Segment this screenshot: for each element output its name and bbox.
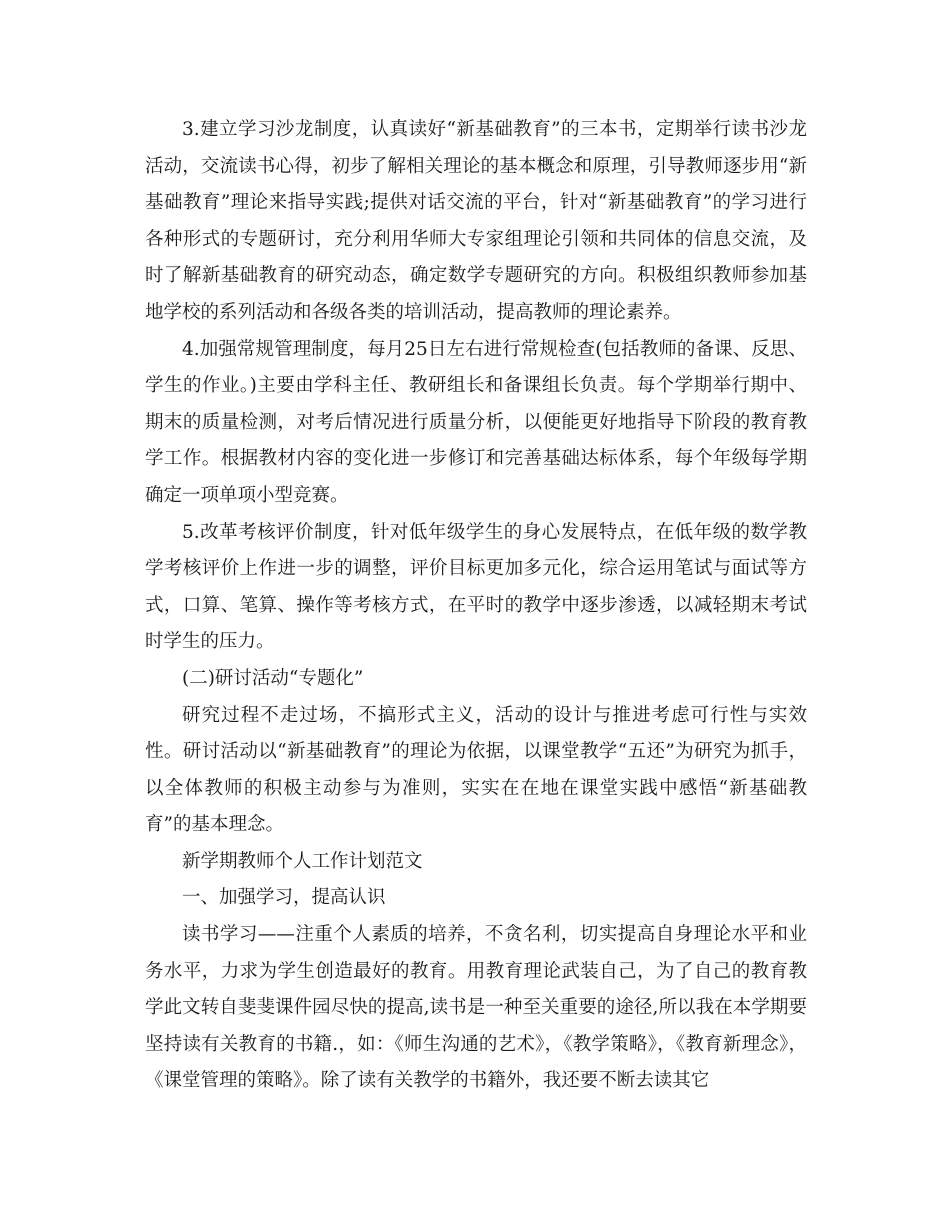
- paragraph-research-process: 研究过程不走过场，不搞形式主义，活动的设计与推进考虑可行性与实效性。研讨活动以“新基础教育”的理论为依据，以课堂教学“五还”为研究为抓手，以全体教师的积极主动参与为准则，实实在在地在课堂实践中感悟“新基础教育”的基本理念。: [145, 704, 807, 836]
- document-body: [145, 112, 807, 1100]
- paragraph-routine-management: 4.加强常规管理制度，每月25日左右进行常规检查(包括教师的备课、反思、学生的作业。)主要由学科主任、教研组长和备课组长负责。每个学期举行期中、期末的质量检测，对考后情况进行质量分析，以便能更好地指导下阶段的教育教学工作。根据教材内容的变化进一步修订和完善基础达标体系，每个年级每学期确定一项单项小型竞赛。: [145, 338, 807, 506]
- paragraph-learning-salon: 3.建立学习沙龙制度，认真读好“新基础教育”的三本书，定期举行读书沙龙活动，交流读书心得，初步了解相关理论的基本概念和原理，引导教师逐步用“新基础教育”理论来指导实践;提供对话交流的平台，针对“新基础教育”的学习进行各种形式的专题研讨，充分利用华师大专家组理论引领和共同体的信息交流，及时了解新基础教育的研究动态，确定数学专题研究的方向。积极组织教师参加基地学校的系列活动和各级各类的培训活动，提高教师的理论素养。: [145, 119, 807, 323]
- paragraph-assessment-reform: 5.改革考核评价制度，针对低年级学生的身心发展特点，在低年级的数学教学考核评价上作进一步的调整，评价目标更加多元化，综合运用笔试与面试等方式，口算、笔算、操作等考核方式，在平时的教学中逐步渗透，以减轻期末考试时学生的压力。: [145, 521, 807, 653]
- section-heading-seminar: (二)研讨活动“专题化”: [182, 667, 364, 689]
- document-title: 新学期教师个人工作计划范文: [182, 850, 423, 872]
- section-heading-study: 一、加强学习，提高认识: [182, 887, 386, 909]
- paragraph-reading: 读书学习——注重个人素质的培养，不贪名利，切实提高自身理论水平和业务水平，力求为学生创造最好的教育。用教育理论武装自己，为了自己的教育教学此文转自斐斐课件园尽快的提高,读书是一种至关重要的途径,所以我在本学期要坚持读有关教育的书籍.，如：《师生沟通的艺术》，《教学策略》，《教育新理念》，《课堂管理的策略》。除了读有关教学的书籍外，我还要不断去读其它: [145, 924, 807, 1092]
